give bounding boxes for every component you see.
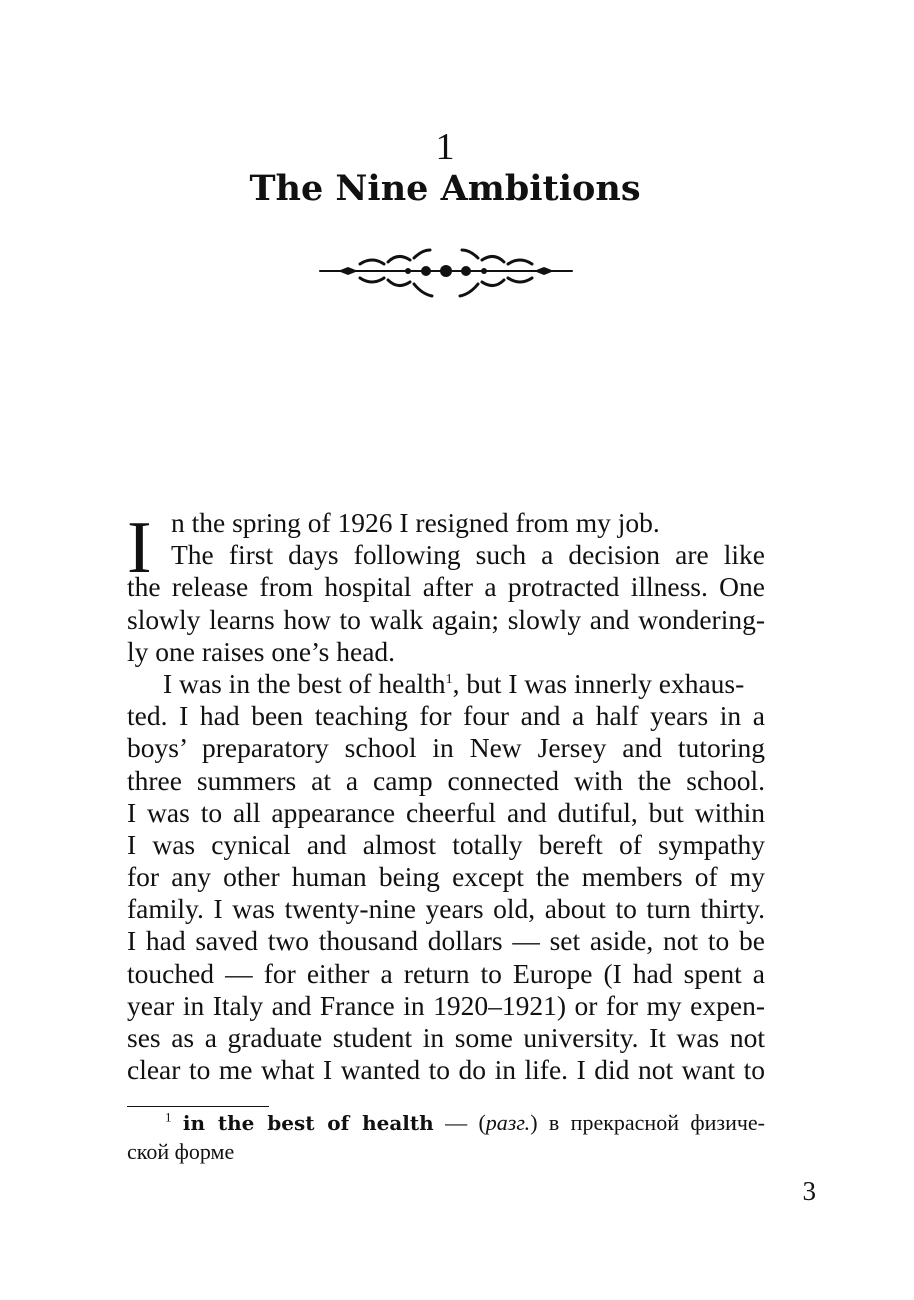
- text-line: n the spring of 1926 I resigned from my job.: [171, 507, 660, 538]
- footnote-dash: —: [433, 1110, 479, 1135]
- drop-cap: I: [127, 507, 152, 589]
- footnote-reference: 1: [445, 671, 453, 687]
- text-line: [127, 668, 765, 700]
- footnote: [127, 1108, 765, 1166]
- text-segment: I was in the best of health: [163, 667, 446, 699]
- text-line: family. I was twenty-nine years old, about to turn thirty.: [127, 893, 765, 925]
- footnote-mark: 1: [165, 1109, 172, 1125]
- text-line: ly one raises one’s head.: [127, 635, 396, 667]
- text-line: the release from hospital after a protracted illness. One: [127, 571, 765, 603]
- text-line: year in Italy and France in 1920–1921) or for my expen-: [127, 989, 765, 1021]
- text-segment: , but I was innerly exhaus-: [452, 667, 745, 699]
- page-number: 3: [802, 1176, 816, 1206]
- footnote-line: ской форме: [127, 1139, 235, 1164]
- footnote-divider: [127, 1106, 269, 1107]
- footnote-paren-close: ): [530, 1110, 538, 1135]
- ornamental-divider-icon: [318, 246, 574, 302]
- chapter-title: The Nine Ambitions: [249, 168, 641, 209]
- text-line: I was cynical and almost totally bereft of sympathy: [127, 828, 765, 860]
- body-text: [127, 507, 765, 1086]
- text-line: touched — for either a return to Europe (I had spent a: [127, 957, 765, 989]
- footnote-translation: в прекрасной физиче-: [537, 1110, 766, 1135]
- footnote-term: in the best of health: [182, 1111, 434, 1135]
- text-line: The first days following such a decision are like: [171, 539, 765, 571]
- text-line: I had saved two thousand dollars — set aside, not to be: [127, 925, 765, 957]
- footnote-line: [127, 1108, 765, 1137]
- text-line: ted. I had been teaching for four and a half years in a: [127, 700, 765, 732]
- text-line: clear to me what I wanted to do in life. I did not want to: [127, 1054, 765, 1086]
- text-line: slowly learns how to walk again; slowly and wondering-: [127, 603, 765, 635]
- text-line: I was to all appearance cheerful and dutiful, but within: [127, 796, 765, 828]
- text-line: ses as a graduate student in some university. It was not: [127, 1022, 765, 1053]
- footnote-usage-note: разг.: [485, 1110, 531, 1135]
- footnote-paren-open: (: [478, 1110, 486, 1135]
- text-line: for any other human being except the members of my: [127, 861, 765, 893]
- chapter-number: 1: [435, 126, 455, 168]
- text-line: boys’ preparatory school in New Jersey and tutoring: [127, 732, 765, 764]
- text-line: three summers at a camp connected with the school.: [127, 764, 765, 796]
